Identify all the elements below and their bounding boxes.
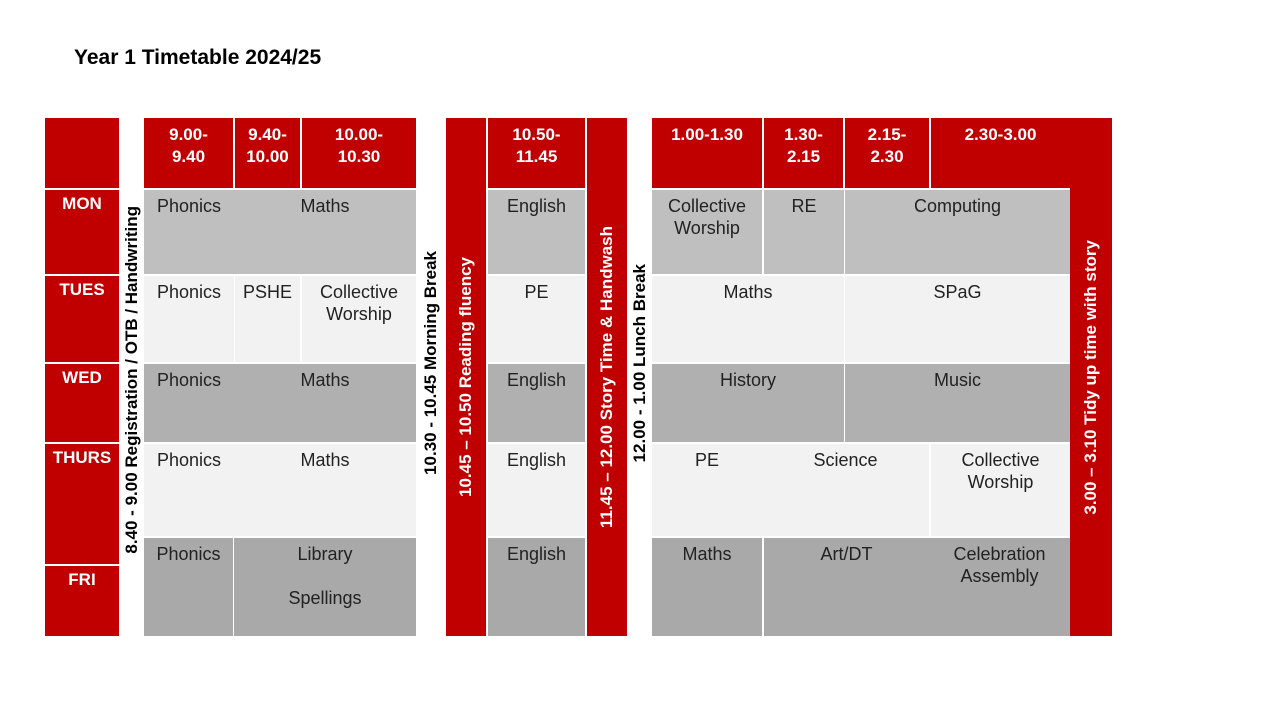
header-1-00: 1.00-1.30 [652,118,762,188]
day-wed: WED [45,364,119,442]
thu-english: English [488,444,585,536]
mon-computing: Computing [845,190,1070,274]
thu-maths: Maths [234,444,416,536]
header-2-30: 2.30-3.00 [931,118,1070,188]
wed-music: Music [845,364,1070,442]
tidy-up-column: 3.00 – 3.10 Tidy up time with story [1070,118,1112,636]
page-title: Year 1 Timetable 2024/25 [74,46,322,69]
thu-phonics: Phonics [144,444,234,536]
tue-pshe: PSHE [235,276,300,362]
fri-assembly: Celebration Assembly [929,538,1070,636]
corner-block [45,118,119,188]
mon-english: English [488,190,585,274]
header-10-00: 10.00- 10.30 [302,118,416,188]
header-9-40: 9.40- 10.00 [235,118,300,188]
tue-spag: SPaG [845,276,1070,362]
registration-label: 8.40 - 9.00 Registration / OTB / Handwriting [122,206,141,554]
morning-break-label: 10.30 - 10.45 Morning Break [421,251,440,475]
tue-worship: Collective Worship [302,276,416,362]
wed-history: History [652,364,844,442]
reading-fluency-column: 10.45 – 10.50 Reading fluency [446,118,486,636]
tue-phonics: Phonics [144,276,234,362]
wed-maths: Maths [234,364,416,442]
day-mon: MON [45,190,119,274]
fri-phonics: Phonics [144,538,233,636]
tue-pe: PE [488,276,585,362]
wed-phonics: Phonics [144,364,234,442]
day-tues: TUES [45,276,119,362]
fri-artdt: Art/DT [764,538,929,636]
header-1-30: 1.30- 2.15 [764,118,843,188]
day-thurs: THURS [45,444,119,564]
thu-science: Science [762,444,929,536]
fri-english: English [488,538,585,636]
wed-english: English [488,364,585,442]
header-2-15: 2.15- 2.30 [845,118,929,188]
fri-library: Library Spellings [234,538,416,636]
lunch-break-label: 12.00 - 1.00 Lunch Break [630,263,649,463]
thu-worship: Collective Worship [931,444,1070,536]
day-fri: FRI [45,566,119,636]
mon-re: RE [764,190,844,274]
header-9-00: 9.00- 9.40 [144,118,233,188]
tue-maths: Maths [652,276,844,362]
mon-worship: Collective Worship [652,190,762,274]
story-time-column: 11.45 – 12.00 Story Time & Handwash [587,118,627,636]
thu-pe: PE [652,444,762,536]
mon-phonics: Phonics [144,190,234,274]
header-10-50: 10.50- 11.45 [488,118,585,188]
mon-maths: Maths [234,190,416,274]
fri-maths: Maths [652,538,762,636]
